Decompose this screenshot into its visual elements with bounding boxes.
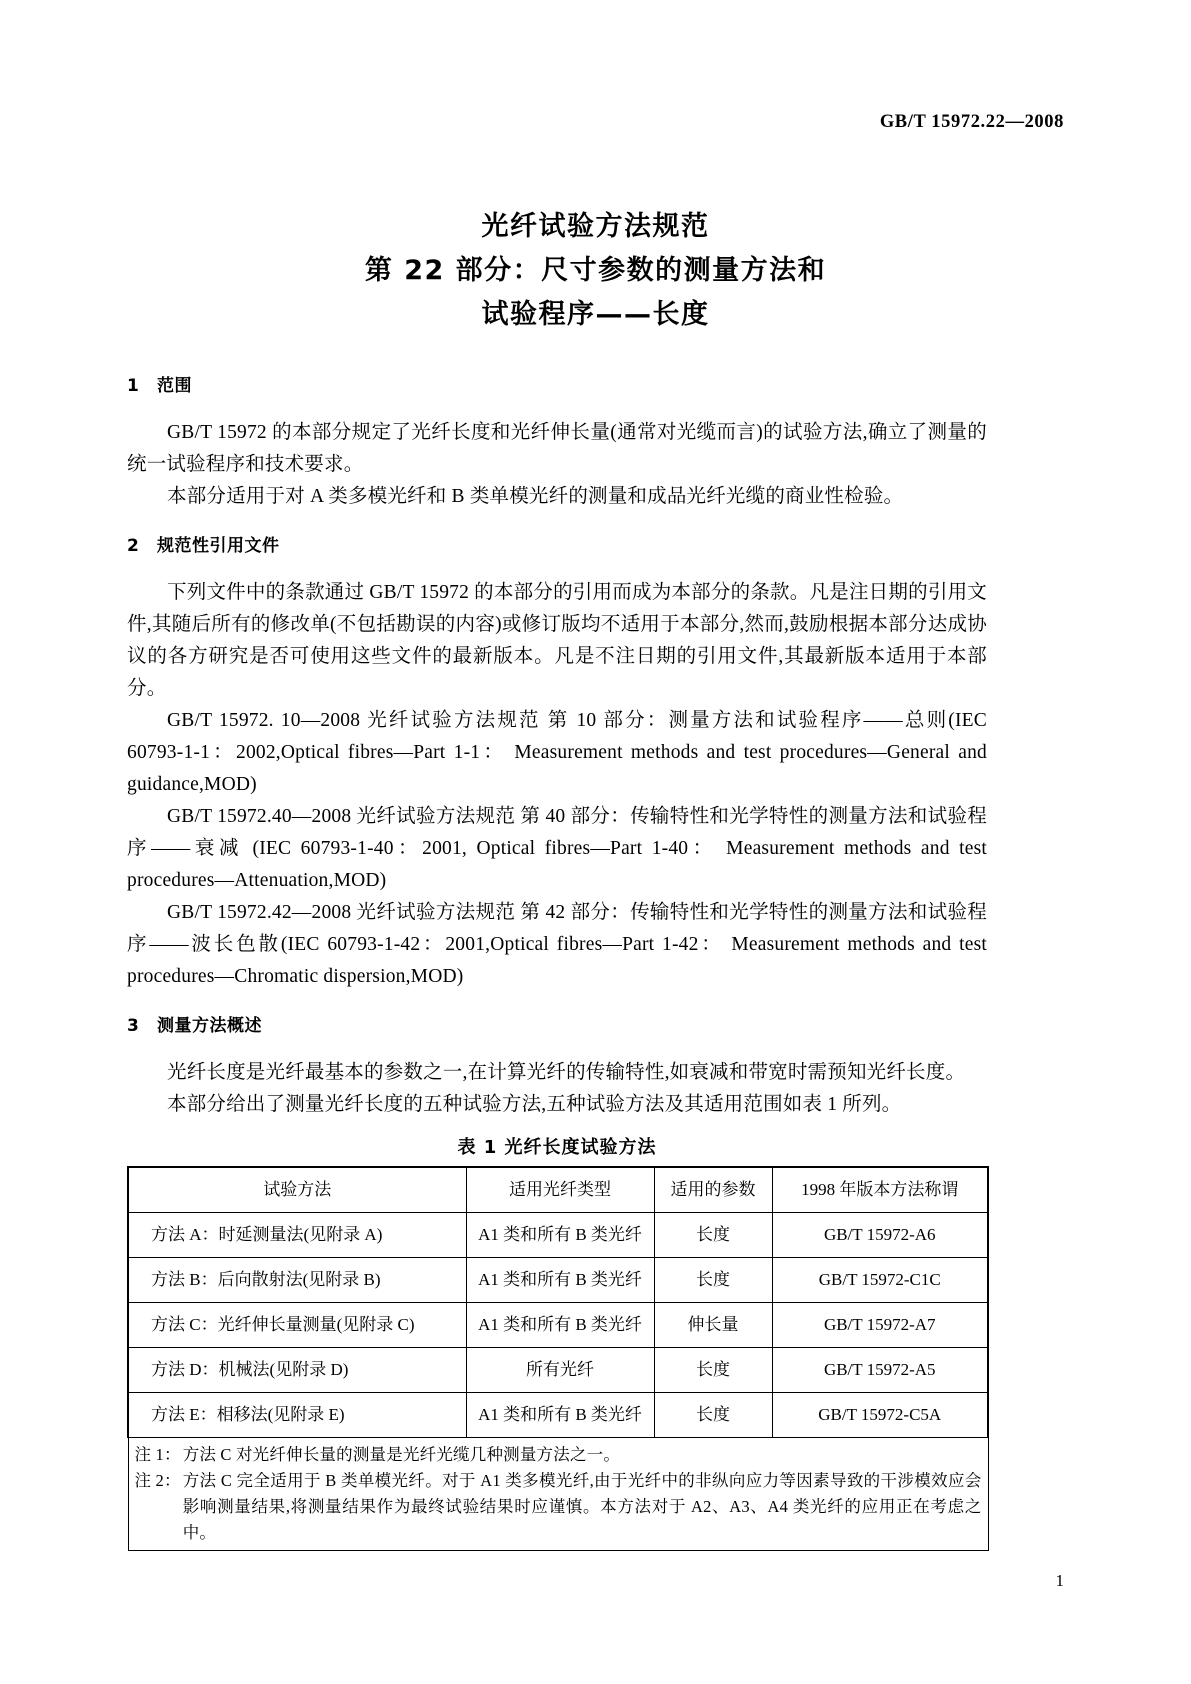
- column-header-fiber-type: 适用光纤类型: [466, 1167, 654, 1213]
- section-1-paragraph-1: GB/T 15972 的本部分规定了光纤长度和光纤伸长量(通常对光缆而言)的试验方法,确立了测量的统一试验程序和技术要求。: [127, 422, 987, 475]
- cell-designation-a: GB/T 15972-A6: [772, 1213, 988, 1258]
- cell-method-d: 方法 D：机械法(见附录 D): [128, 1348, 466, 1393]
- table-row: [128, 1303, 988, 1348]
- section-3-paragraph-2: 本部分给出了测量光纤长度的五种试验方法,五种试验方法及其适用范围如表 1 所列。: [167, 1094, 902, 1115]
- cell-designation-c: GB/T 15972-A7: [772, 1303, 988, 1348]
- table-row: [128, 1393, 988, 1438]
- table-note-2-label: 注 2：: [134, 1471, 181, 1490]
- cell-designation-d: GB/T 15972-A5: [772, 1348, 988, 1393]
- reference-gbt-15972-10: GB/T 15972. 10—2008 光纤试验方法规范 第 10 部分：测量方法和试验程序——总则(IEC 60793-1-1：2002,Optical fibres—Part 1-1： Measurement methods and test procedures—General and guidance,MOD): [127, 710, 987, 795]
- cell-parameter-a: 长度: [654, 1213, 772, 1258]
- table-row: [128, 1258, 988, 1303]
- cell-parameter-d: 长度: [654, 1348, 772, 1393]
- section-1-paragraph-2: 本部分适用于对 A 类多模光纤和 B 类单模光纤的测量和成品光纤光缆的商业性检验。: [167, 486, 904, 507]
- cell-parameter-e: 长度: [654, 1393, 772, 1438]
- section-number-1: 1: [127, 376, 140, 396]
- table-note-1-label: 注 1：: [134, 1445, 181, 1464]
- title-line-3: 试验程序——长度: [481, 299, 710, 330]
- reference-gbt-15972-40: GB/T 15972.40—2008 光纤试验方法规范 第 40 部分：传输特性和光学特性的测量方法和试验程序——衰减 (IEC 60793-1-40：2001, Optical fibres—Part 1-40： Measurement methods and test procedures—Attenuation,MOD): [127, 806, 987, 891]
- table-1-fiber-length-test-methods: [127, 1166, 989, 1551]
- cell-method-a: 方法 A：时延测量法(见附录 A): [128, 1213, 466, 1258]
- section-title-1: 范围: [157, 376, 192, 396]
- cell-fiber-type-a: A1 类和所有 B 类光纤: [466, 1213, 654, 1258]
- cell-method-c: 方法 C：光纤伸长量测量(见附录 C): [128, 1303, 466, 1348]
- section-heading-2: [127, 535, 987, 557]
- section-2-paragraph-1: 下列文件中的条款通过 GB/T 15972 的本部分的引用而成为本部分的条款。凡是注日期的引用文件,其随后所有的修改单(不包括勘误的内容)或修订版均不适用于本部分,然而,鼓励根据本部分达成协议的各方研究是否可使用这些文件的最新版本。凡是不注日期的引用文件,其最新版本适用于本部分。: [127, 582, 987, 699]
- cell-parameter-b: 长度: [654, 1258, 772, 1303]
- table-notes-cell: [128, 1438, 988, 1551]
- table-1-caption: 表 1 光纤长度试验方法: [457, 1137, 657, 1158]
- section-3-paragraph-1: 光纤长度是光纤最基本的参数之一,在计算光纤的传输特性,如衰减和带宽时需预知光纤长度。: [167, 1062, 966, 1083]
- table-notes-row: [128, 1438, 988, 1551]
- section-title-3: 测量方法概述: [157, 1016, 262, 1036]
- cell-method-e: 方法 E：相移法(见附录 E): [128, 1393, 466, 1438]
- table-header-row: [128, 1167, 988, 1213]
- reference-gbt-15972-42: GB/T 15972.42—2008 光纤试验方法规范 第 42 部分：传输特性和光学特性的测量方法和试验程序——波长色散(IEC 60793-1-42：2001,Optical fibres—Part 1-42： Measurement methods and test procedures—Chromatic dispersion,MOD): [127, 902, 987, 987]
- page-number: 1: [1055, 1571, 1064, 1590]
- column-header-1998-designation: 1998 年版本方法称谓: [772, 1167, 988, 1213]
- section-heading-1: [127, 375, 987, 397]
- column-header-parameter: 适用的参数: [654, 1167, 772, 1213]
- table-note-1-text: 方法 C 对光纤伸长量的测量是光纤光缆几种测量方法之一。: [182, 1445, 621, 1464]
- section-heading-3: [127, 1015, 987, 1037]
- document-body: [127, 375, 987, 1551]
- section-number-3: 3: [127, 1016, 140, 1036]
- table-note-2-text: 方法 C 完全适用于 B 类单模光纤。对于 A1 类多模光纤,由于光纤中的非纵向应力等因素导致的干涉模效应会影响测量结果,将测量结果作为最终试验结果时应谨慎。本方法对于 A2、A3、A4 类光纤的应用正在考虑之中。: [182, 1471, 982, 1542]
- title-line-2: 第 22 部分：尺寸参数的测量方法和: [364, 255, 827, 286]
- cell-method-b: 方法 B：后向散射法(见附录 B): [128, 1258, 466, 1303]
- page-header-standard-code: GB/T 15972.22—2008: [879, 112, 1064, 132]
- document-title: [0, 205, 1191, 337]
- table-note-1: [135, 1442, 982, 1468]
- column-header-test-method: 试验方法: [128, 1167, 466, 1213]
- cell-fiber-type-b: A1 类和所有 B 类光纤: [466, 1258, 654, 1303]
- section-number-2: 2: [127, 536, 140, 556]
- cell-fiber-type-e: A1 类和所有 B 类光纤: [466, 1393, 654, 1438]
- table-row: [128, 1213, 988, 1258]
- cell-designation-b: GB/T 15972-C1C: [772, 1258, 988, 1303]
- cell-designation-e: GB/T 15972-C5A: [772, 1393, 988, 1438]
- cell-fiber-type-d: 所有光纤: [466, 1348, 654, 1393]
- title-line-1: 光纤试验方法规范: [481, 211, 710, 242]
- table-note-2: [135, 1468, 982, 1546]
- cell-fiber-type-c: A1 类和所有 B 类光纤: [466, 1303, 654, 1348]
- section-title-2: 规范性引用文件: [157, 536, 280, 556]
- table-row: [128, 1348, 988, 1393]
- cell-parameter-c: 伸长量: [654, 1303, 772, 1348]
- table-1-body: [128, 1167, 988, 1551]
